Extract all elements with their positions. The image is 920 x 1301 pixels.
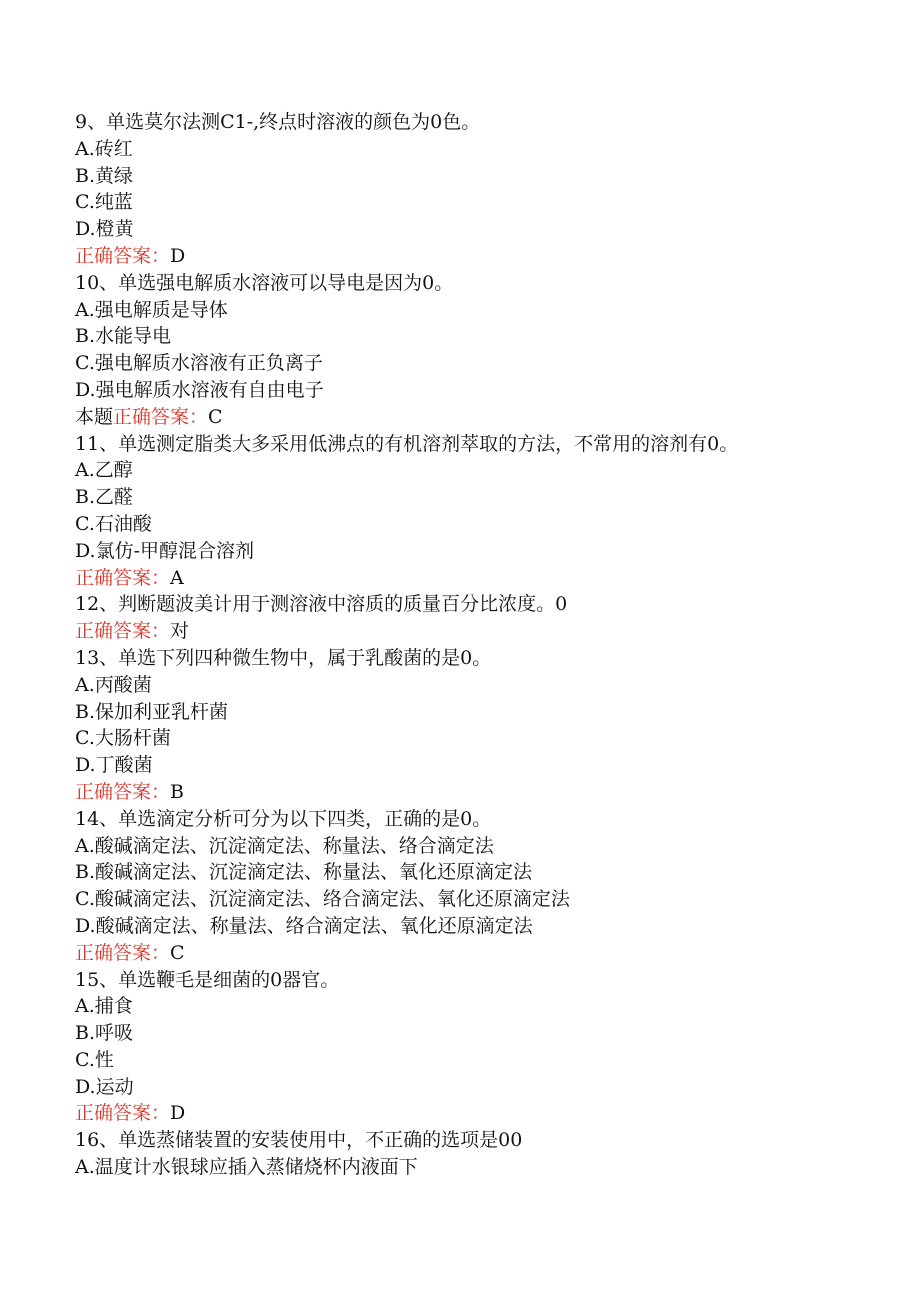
option: C.大肠杆菌 [75, 727, 171, 750]
answer-line [75, 1100, 875, 1127]
answer-value: B [170, 780, 184, 803]
option: A.乙醇 [75, 459, 133, 482]
option: C.性 [75, 1048, 114, 1071]
option: B.保加利亚乳杆菌 [75, 700, 229, 723]
option: D.丁酸菌 [75, 754, 153, 777]
question-stem: 10、单选强电解质水溶液可以导电是因为0。 [75, 271, 454, 294]
answer-line [75, 404, 875, 431]
option: C.酸碱滴定法、沉淀滴定法、络合滴定法、氧化还原滴定法 [75, 888, 570, 911]
question-stem: 13、单选下列四种微生物中，属于乳酸菌的是0。 [75, 646, 492, 669]
question-stem: 16、单选蒸储装置的安装使用中，不正确的选项是00 [75, 1129, 523, 1152]
question-stem: 14、单选滴定分析可分为以下四类，正确的是0。 [75, 807, 492, 830]
option: B.水能导电 [75, 325, 172, 348]
option: D.强电解质水溶液有自由电子 [75, 378, 324, 401]
option: B.酸碱滴定法、沉淀滴定法、称量法、氧化还原滴定法 [75, 861, 533, 884]
option: A.温度计水银球应插入蒸储烧杯内液面下 [75, 1156, 418, 1179]
question-stem: 9、单选莫尔法测C1-,终点时溶液的颜色为0色。 [75, 111, 481, 133]
option: A.砖红 [75, 137, 133, 160]
answer-value: C [208, 405, 223, 428]
answer-label: 正确答案： [75, 780, 171, 803]
answer-line [75, 940, 875, 967]
answer-label: 正确答案： [75, 941, 171, 964]
answer-label: 正确答案： [113, 405, 209, 428]
option: A.强电解质是导体 [75, 298, 228, 321]
answer-line [75, 618, 875, 645]
answer-line [75, 779, 875, 806]
option: B.黄绿 [75, 164, 134, 187]
answer-value: D [170, 244, 186, 267]
option: B.呼吸 [75, 1022, 134, 1045]
option: C.强电解质水溶液有正负离子 [75, 352, 323, 375]
answer-label: 正确答案： [75, 244, 171, 267]
option: C.石油酸 [75, 512, 152, 535]
option: D.氯仿-甲醇混合溶剂 [75, 539, 255, 562]
answer-line [75, 565, 875, 592]
answer-prefix: 本题 [75, 405, 114, 428]
option: A.酸碱滴定法、沉淀滴定法、称量法、络合滴定法 [75, 834, 494, 857]
answer-label: 正确答案： [75, 566, 171, 589]
answer-value: 对 [170, 620, 190, 643]
question-stem: 12、判断题波美计用于测溶液中溶质的质量百分比浓度。0 [75, 593, 568, 616]
option: D.酸碱滴定法、称量法、络合滴定法、氧化还原滴定法 [75, 914, 533, 937]
document-page [75, 109, 875, 1181]
answer-value: D [170, 1102, 186, 1125]
option: D.运动 [75, 1075, 134, 1098]
question-stem: 11、单选测定脂类大多采用低沸点的有机溶剂萃取的方法，不常用的溶剂有0。 [75, 432, 739, 455]
question-stem: 15、单选鞭毛是细菌的0器官。 [75, 968, 340, 991]
option: B.乙醛 [75, 486, 134, 509]
answer-label: 正确答案： [75, 620, 171, 643]
answer-value: C [170, 941, 185, 964]
answer-label: 正确答案： [75, 1102, 171, 1125]
answer-line [75, 243, 875, 270]
answer-value: A [170, 566, 184, 589]
option: A.丙酸菌 [75, 673, 152, 696]
option: D.橙黄 [75, 218, 134, 241]
option: C.纯蓝 [75, 191, 133, 214]
option: A.捕食 [75, 995, 133, 1018]
